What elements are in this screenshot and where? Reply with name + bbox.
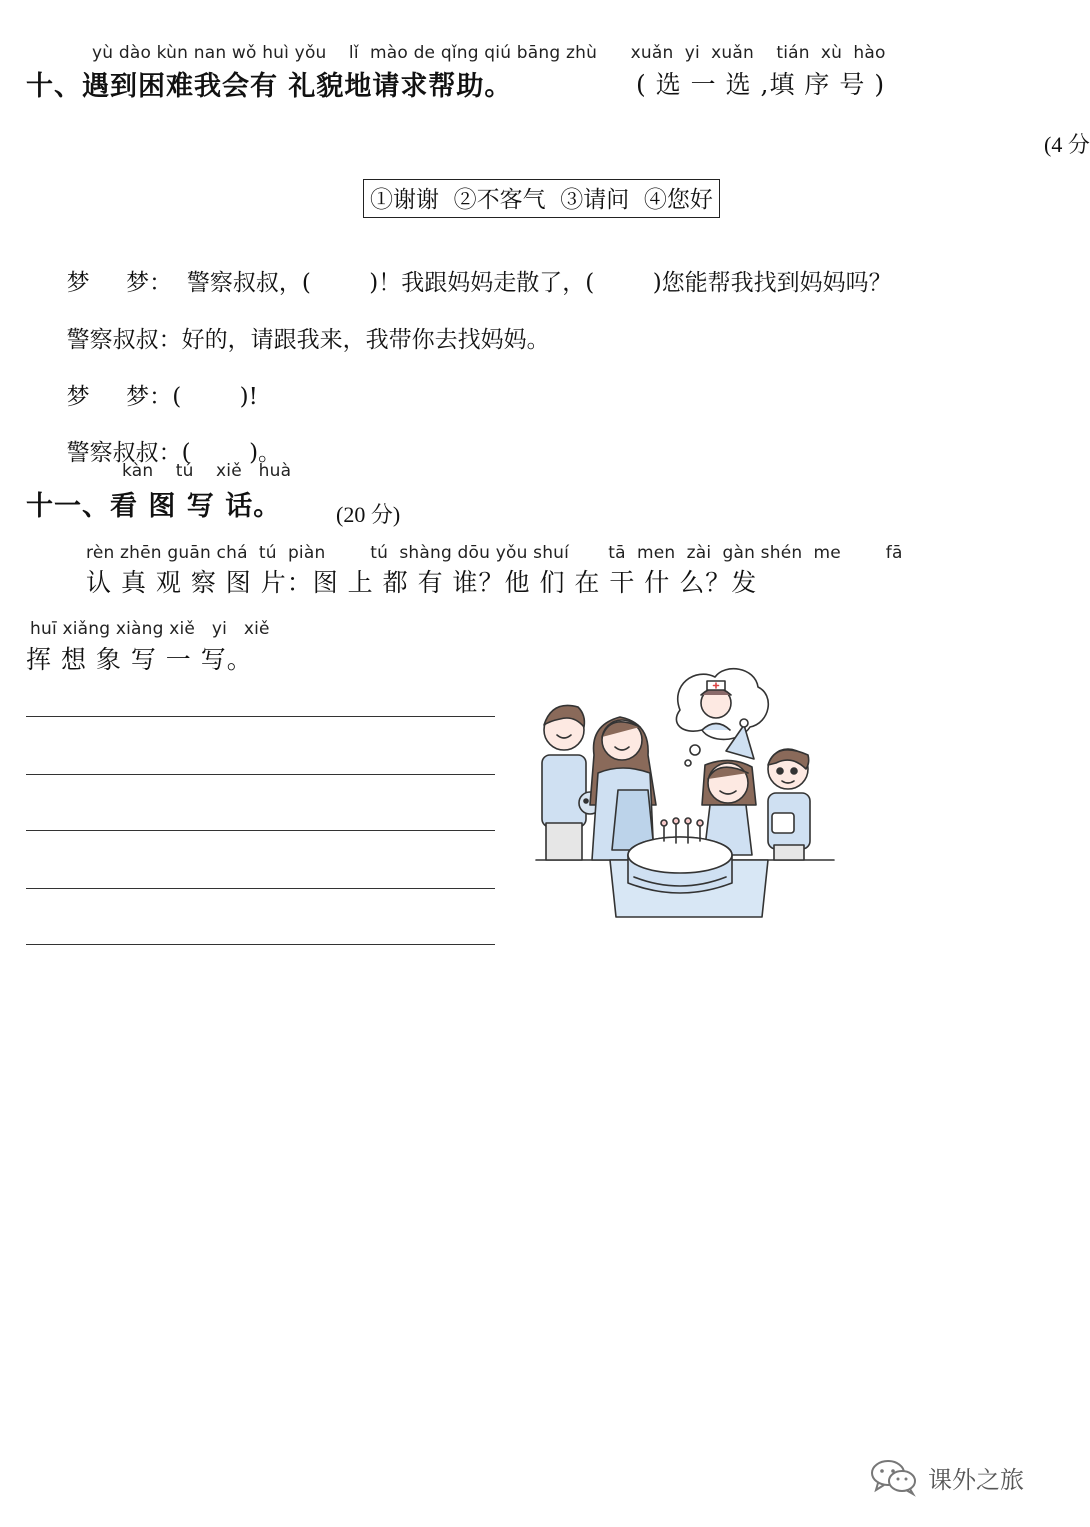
q10-title: 十、遇到困难我会有 礼貌地请求帮助。	[26, 71, 513, 102]
prompt1-text: 认 真 观 察 图 片：图 上 都 有 谁？他 们 在 干 什 么？发	[86, 568, 758, 597]
q10-score: (4 分	[1044, 132, 1090, 157]
dialogue-speaker: 警察叔叔：	[66, 327, 182, 353]
dialogue-speaker: 梦 梦：	[66, 384, 173, 410]
writing-line[interactable]	[26, 944, 495, 945]
writing-line[interactable]	[26, 774, 495, 775]
writing-line[interactable]	[26, 888, 495, 889]
dialogue-text: 警察叔叔，( )！我跟妈妈走散了，( )您能帮我找到妈妈吗？	[186, 270, 892, 296]
dialogue-text: ( )。	[181, 440, 282, 466]
dialogue-line-1	[52, 238, 892, 297]
q11-title: 十一、看 图 写 话。	[26, 491, 282, 522]
prompt2-text: 挥 想 象 写 一 写。	[26, 645, 253, 674]
prompt1-pinyin: rèn zhēn guān chá tú piàn tú shàng dōu yǒu shuí tā men zài gàn shén me fā	[86, 543, 903, 563]
watermark-text: 课外之旅	[928, 1465, 1024, 1494]
options-box: ①谢谢 ②不客气 ③请问 ④您好	[363, 179, 720, 218]
q10-pinyin: yù dào kùn nan wǒ huì yǒu lǐ mào de qǐng qiú bāng zhù xuǎn yi xuǎn tián xù hào	[92, 43, 886, 63]
dialogue-text: ( )!	[172, 384, 258, 410]
dialogue-line-3	[52, 352, 258, 411]
dialogue-speaker: 警察叔叔：	[66, 440, 182, 466]
writing-line[interactable]	[26, 716, 495, 717]
dialogue-line-4	[52, 408, 281, 467]
dialogue-text: 好的，请跟我来，我带你去找妈妈。	[181, 327, 550, 353]
wechat-icon	[868, 1457, 920, 1497]
watermark	[868, 1457, 1024, 1497]
prompt2-pinyin: huī xiǎng xiàng xiě yi xiě	[30, 619, 270, 639]
q11-pinyin: kàn tú xiě huà	[122, 461, 292, 481]
birthday-illustration	[530, 655, 840, 925]
dialogue-line-2	[52, 295, 550, 354]
dialogue-speaker: 梦 梦：	[66, 270, 173, 296]
q10-instruction: ( 选 一 选 ,填 序 号 )	[636, 70, 886, 99]
writing-line[interactable]	[26, 830, 495, 831]
q11-score: (20 分)	[336, 502, 401, 527]
